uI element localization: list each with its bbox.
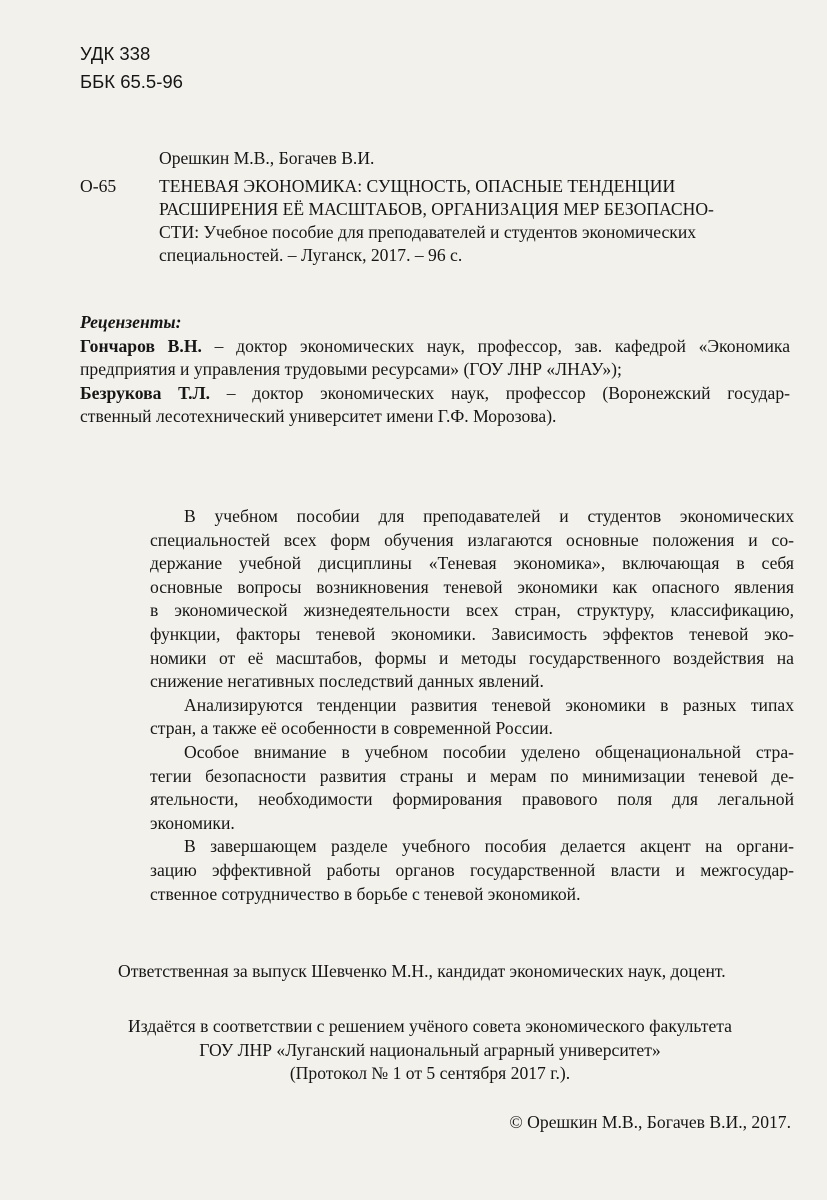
- abstract-line: специальностей всех форм обучения излагаются основные положения и со-: [150, 529, 794, 550]
- abstract-line: номики от её масштабов, формы и методы государственного воздействия на: [150, 647, 794, 668]
- reviewer-line: [80, 335, 790, 359]
- abstract-line: Особое внимание в учебном пособии уделено общенациональной стра-: [184, 741, 794, 762]
- bbk-code: ББК 65.5-96: [80, 71, 183, 92]
- title-line: РАСШИРЕНИЯ ЕЁ МАСШТАБОВ, ОРГАНИЗАЦИЯ МЕР БЕЗОПАСНО-: [159, 199, 714, 219]
- abstract-line: в экономической жизнедеятельности всех стран, структуру, классификацию,: [150, 600, 794, 621]
- authors: Орешкин М.В., Богачев В.И.: [159, 148, 375, 168]
- udk-code: УДК 338: [80, 43, 151, 64]
- approval-line: (Протокол № 1 от 5 сентября 2017 г.).: [289, 1063, 571, 1083]
- abstract-line: В завершающем разделе учебного пособия делается акцент на органи-: [184, 836, 794, 857]
- reviewer-desc: – доктор экономических наук, профессор (Воронежский государ-: [210, 382, 790, 403]
- copyright: © Орешкин М.В., Богачев В.И., 2017.: [509, 1112, 791, 1132]
- abstract-line: тегии безопасности развития страны и мерам по минимизации теневой де-: [150, 765, 794, 786]
- publication-approval: [80, 1015, 780, 1086]
- approval-line: Издаётся в соответствии с решением учёного совета экономического факультета: [128, 1016, 732, 1036]
- abstract-line: ятельности, необходимости формирования правового поля для легальной: [150, 789, 794, 810]
- abstract-line: ственное сотрудничество в борьбе с теневой экономикой.: [150, 883, 581, 904]
- reviewer-line: [80, 382, 790, 406]
- bibliographic-title: [159, 175, 769, 267]
- reviewer-desc: – доктор экономических наук, профессор, зав. кафедрой «Экономика: [201, 335, 791, 356]
- reviewer-line: предприятия и управления трудовыми ресурсами» (ГОУ ЛНР «ЛНАУ»);: [80, 359, 622, 379]
- abstract-line: основные вопросы возникновения теневой экономики как опасного явления: [150, 576, 794, 597]
- reviewers-block: [80, 311, 790, 429]
- abstract-line: стран, а также её особенности в современной России.: [150, 718, 553, 739]
- title-line: ТЕНЕВАЯ ЭКОНОМИКА: СУЩНОСТЬ, ОПАСНЫЕ ТЕНДЕНЦИИ: [159, 176, 676, 196]
- abstract-line: Анализируются тенденции развития теневой экономики в разных типах: [184, 694, 794, 715]
- author-sign: О-65: [80, 176, 117, 196]
- abstract-line: В учебном пособии для преподавателей и студентов экономических: [184, 506, 794, 526]
- abstract-line: зацию эффективной работы органов государственной власти и межгосудар-: [150, 859, 794, 880]
- title-line: СТИ: Учебное пособие для преподавателей и студентов экономических: [159, 222, 697, 242]
- abstract: [150, 505, 794, 906]
- abstract-line: функции, факторы теневой экономики. Зависимость эффектов теневой эко-: [150, 623, 794, 644]
- abstract-line: снижение негативных последствий данных явлений.: [150, 671, 544, 692]
- reviewer-name: Безрукова Т.Л.: [80, 382, 211, 403]
- reviewer-name: Гончаров В.Н.: [80, 335, 202, 356]
- approval-line: ГОУ ЛНР «Луганский национальный аграрный университет»: [199, 1039, 661, 1060]
- reviewer-line: ственный лесотехнический университет имени Г.Ф. Морозова).: [80, 406, 557, 426]
- title-line: специальностей. – Луганск, 2017. – 96 с.: [159, 245, 463, 265]
- classification-codes: [80, 40, 183, 96]
- abstract-line: держание учебной дисциплины «Теневая экономика», включающая в себя: [150, 553, 794, 574]
- responsible-editor: Ответственная за выпуск Шевченко М.Н., кандидат экономических наук, доцент.: [118, 961, 726, 981]
- abstract-line: экономики.: [150, 812, 235, 833]
- reviewers-heading: Рецензенты:: [80, 312, 182, 332]
